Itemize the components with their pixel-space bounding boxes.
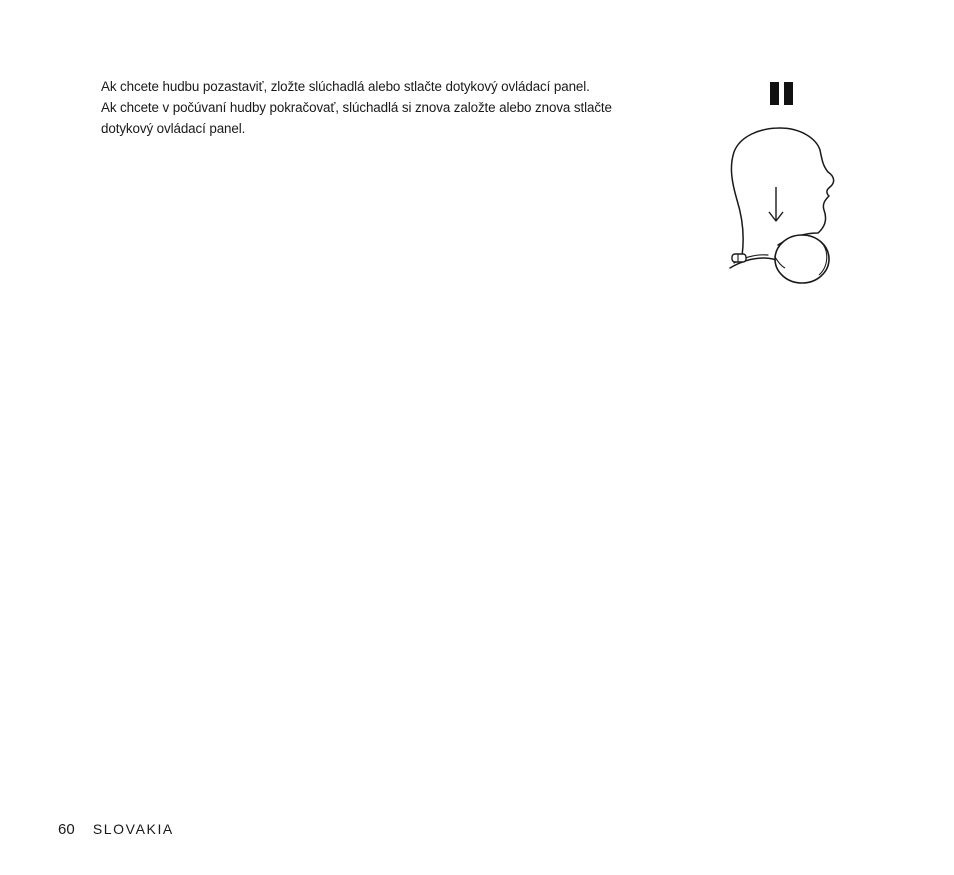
instruction-resume: Ak chcete v počúvaní hudby pokračovať, slúchadlá si znova založte alebo znova stlačte [101, 100, 612, 115]
headphones-illustration [720, 76, 850, 291]
left-earcup [732, 254, 746, 262]
page-footer [58, 819, 174, 840]
head-silhouette [731, 128, 833, 256]
arrow-down-icon [769, 187, 783, 221]
instruction-resume-continued: dotykový ovládací panel. [101, 121, 246, 136]
instructions-text [101, 76, 721, 139]
section-name: SLOVAKIA [92, 821, 174, 837]
pause-icon [770, 82, 793, 105]
instruction-pause: Ak chcete hudbu pozastaviť, zložte slúchadlá alebo stlačte dotykový ovládací panel. [101, 79, 590, 94]
right-earcup [775, 235, 829, 283]
page-number: 60 [58, 821, 75, 838]
